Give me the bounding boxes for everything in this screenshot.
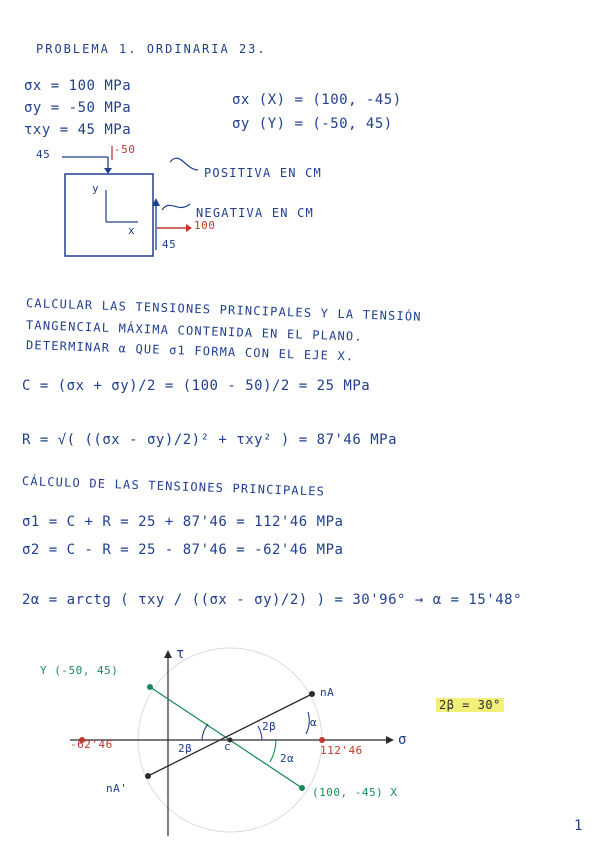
arc-2alpha [270,740,276,762]
element-axis-x-label: x [128,224,136,237]
given-txy: τxy = 45 MPa [24,122,132,138]
angle-2beta-left: 2β [178,742,193,755]
given-sy: σy = -50 MPa [24,100,132,116]
negative-pointer [162,204,190,210]
angle-2beta-top: 2β [262,720,277,733]
n-top-dot [309,691,315,697]
sigma2-label: -62'46 [70,738,113,751]
point-x-label: (100, -45) X [312,786,398,799]
sigma-axis-label: σ [398,732,407,748]
n-top-label: nA [320,686,335,699]
principal-heading: CÁLCULO DE LAS TENSIONES PRINCIPALES [21,474,326,499]
arc-2beta-left [202,724,208,740]
element-right-load: 100 [194,219,216,232]
center-label: c [224,740,232,753]
angle-alpha: α [310,716,318,729]
element-bottom-load: 45 [162,238,177,251]
n-bottom-dot [145,773,151,779]
right-arrow-head [186,224,192,232]
tau-axis-head [164,650,172,658]
statement-line-1: CALCULAR LAS TENSIONES PRINCIPALES Y LA TENSIÓN [25,296,422,324]
principal-s1: σ1 = C + R = 25 + 87'46 = 112'46 MPa [22,514,344,530]
tau-axis-label: τ [176,646,185,662]
given-point-y: σy (Y) = (-50, 45) [232,116,393,132]
element-top-load: -50 [114,143,136,156]
statement-line-2: TANGENCIAL MÁXIMA CONTENIDA EN EL PLANO. [25,318,364,344]
point-y-dot [147,684,153,690]
calc-radius: R = √( ((σx - σy)/2)² + τxy² ) = 87'46 MPa [22,432,398,448]
arc-alpha [306,712,309,734]
note-negative: NEGATIVA EN CM [196,206,314,220]
point-x-dot [299,785,305,791]
given-sx: σx = 100 MPa [24,78,132,94]
calc-center: C = (σx + σy)/2 = (100 - 50)/2 = 25 MPa [22,378,371,394]
page-title: PROBLEMA 1. ORDINARIA 23. [36,42,267,56]
positive-pointer [170,158,198,170]
point-y-label: Y (-50, 45) [40,664,119,677]
element-top-left-value: 45 [36,148,51,161]
given-point-x: σx (X) = (100, -45) [232,92,402,108]
element-square [65,174,153,256]
page-number: 1 [574,818,583,834]
sigma1-label: 112'46 [320,744,363,757]
note-positive: POSITIVA EN CM [204,166,322,180]
n-bottom-label: nA' [106,782,128,795]
stress-element-figure [20,140,370,260]
sigma1-dot [319,737,325,743]
top-arrow-head [104,168,112,174]
beta-result-box: 2β = 30° [436,698,504,712]
principal-alpha: 2α = arctg ( τxy / ((σx - σy)/2) ) = 30'96° → α = 15'48° [22,592,523,608]
element-axis-y-label: y [92,182,100,195]
statement-line-3: DETERMINAR α QUE σ1 FORMA CON EL EJE X. [25,338,355,364]
angle-2alpha: 2α [280,752,295,765]
sigma-axis-head [386,736,394,744]
principal-s2: σ2 = C - R = 25 - 87'46 = -62'46 MPa [22,542,344,558]
